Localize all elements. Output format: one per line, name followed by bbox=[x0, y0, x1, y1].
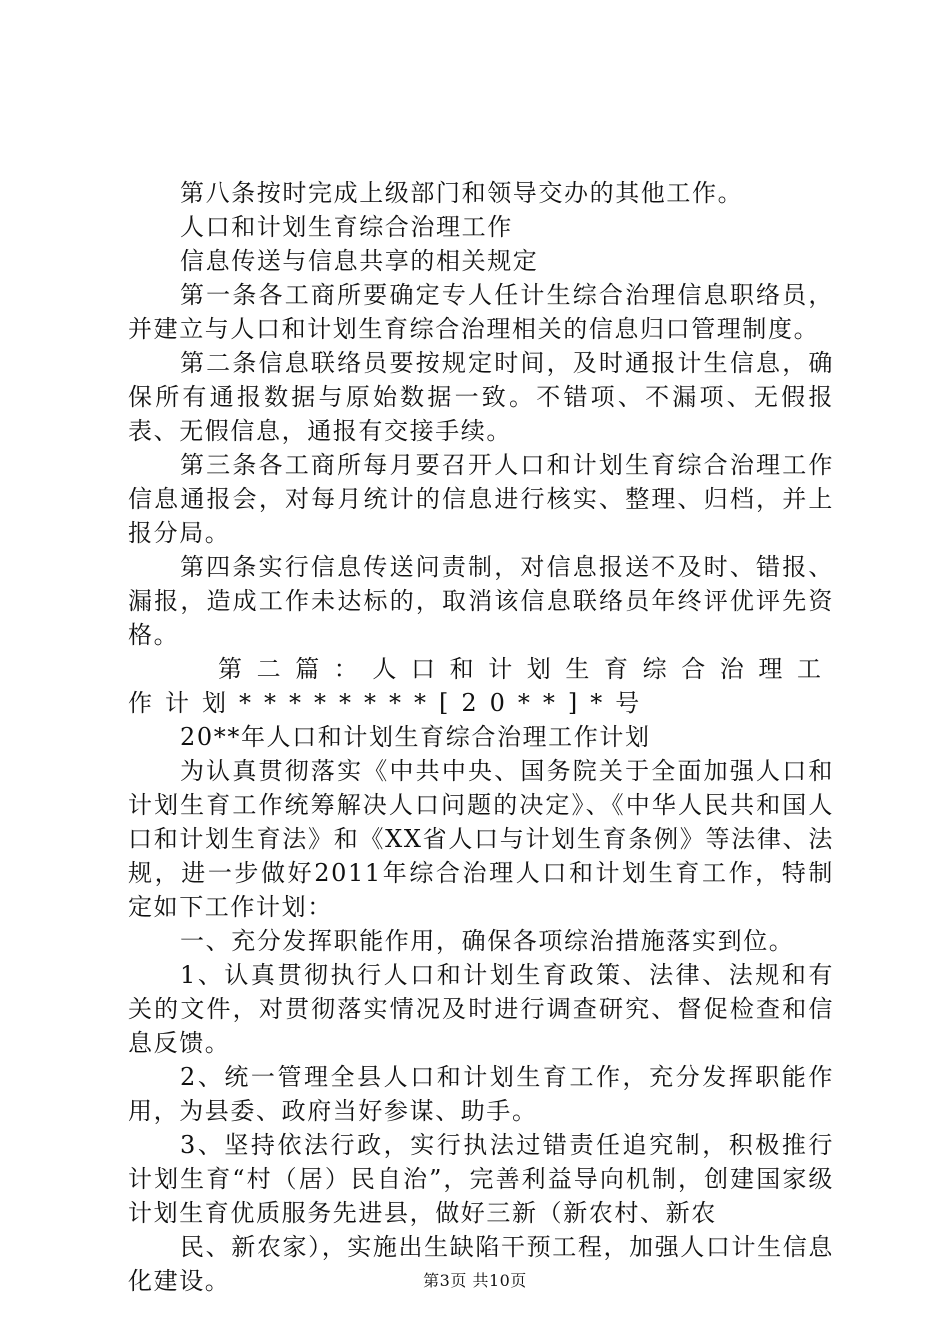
paragraph-article-3: 第三条各工商所每月要召开人口和计划生育综合治理工作信息通报会，对每月统计的信息进行核实、整理、归档，并上报分局。 bbox=[128, 451, 834, 547]
chapter-heading: 第二篇：人口和计划生育综合治理工作计划********[20**]*号 bbox=[128, 655, 834, 717]
paragraph-item-2: 2、统一管理全县人口和计划生育工作，充分发挥职能作用，为县委、政府当好参谋、助手。 bbox=[128, 1063, 834, 1125]
plan-title: 20**年人口和计划生育综合治理工作计划 bbox=[180, 723, 651, 751]
section-title-info-rules: 信息传送与信息共享的相关规定 bbox=[180, 247, 539, 275]
page-footer: 第3页 共10页 bbox=[423, 1271, 527, 1290]
paragraph-article-2: 第二条信息联络员要按规定时间，及时通报计生信息，确保所有通报数据与原始数据一致。不错项、不漏项、无假报表、无假信息，通报有交接手续。 bbox=[128, 349, 834, 445]
paragraph-article-4: 第四条实行信息传送问责制，对信息报送不及时、错报、漏报，造成工作未达标的，取消该信息联络员年终评优评先资格。 bbox=[128, 553, 834, 649]
paragraph-article-8: 第八条按时完成上级部门和领导交办的其他工作。 bbox=[180, 179, 744, 207]
paragraph-article-1: 第一条各工商所要确定专人任计生综合治理信息职络员，并建立与人口和计划生育综合治理相关的信息归口管理制度。 bbox=[128, 281, 834, 343]
paragraph-intro: 为认真贯彻落实《中共中央、国务院关于全面加强人口和计划生育工作统筹解决人口问题的决定》、《中华人民共和国人口和计划生育法》和《XX省人口与计划生育条例》等法律、法规，进一步做好2011年综合治理人口和计划生育工作，特制定如下工作计划： bbox=[128, 757, 834, 921]
paragraph-item-1: 1、认真贯彻执行人口和计划生育政策、法律、法规和有关的文件，对贯彻落实情况及时进行调查研究、督促检查和信息反馈。 bbox=[128, 961, 834, 1057]
paragraph-item-3: 3、坚持依法行政，实行执法过错责任追究制，积极推行计划生育“村（居）民自治”，完善利益导向机制，创建国家级计划生育优质服务先进县，做好三新（新农村、新农 bbox=[128, 1131, 834, 1227]
paragraph-section-1: 一、充分发挥职能作用，确保各项综治措施落实到位。 bbox=[180, 927, 795, 955]
section-title-governance: 人口和计划生育综合治理工作 bbox=[180, 213, 513, 241]
document-body bbox=[128, 176, 834, 1298]
paragraph-item-3-continued: 民、新农家），实施出生缺陷干预工程，加强人口计生信息化建设。 bbox=[128, 1233, 834, 1295]
